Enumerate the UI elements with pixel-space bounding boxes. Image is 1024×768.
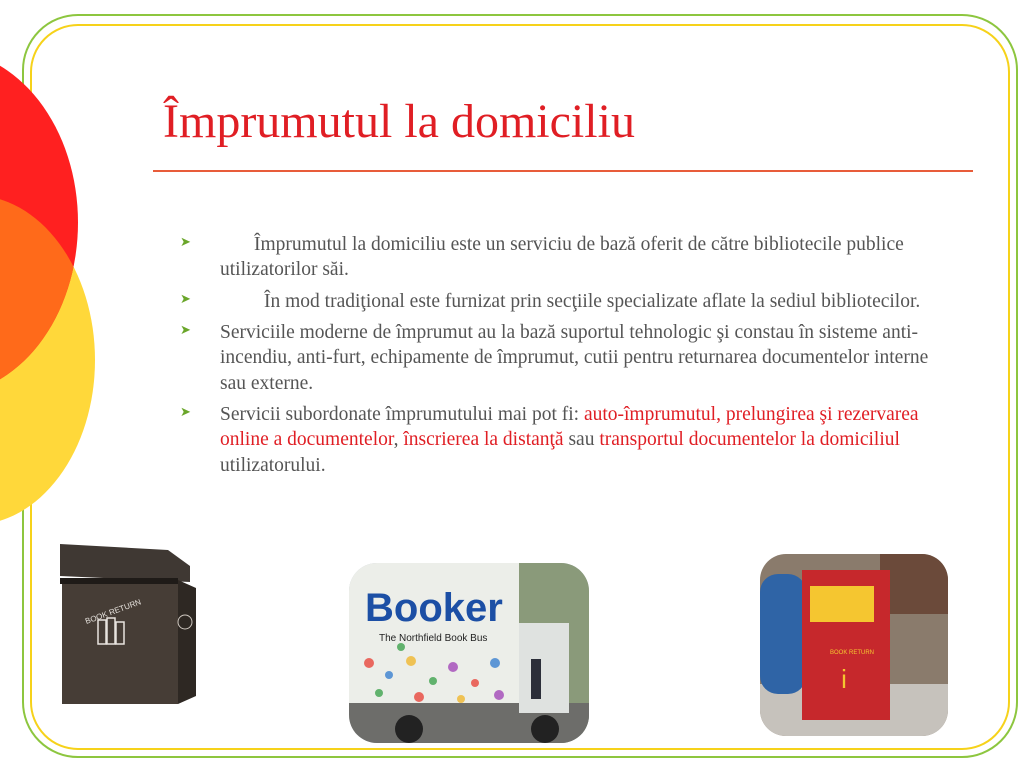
bullet-text: În mod tradiţional este furnizat prin secţiile specializate aflate la sediul bibliotecilor. — [264, 290, 921, 312]
arrowhead-bullet-icon: ➤ — [180, 322, 191, 338]
red-box-label: BOOK RETURN — [830, 650, 875, 656]
bullet-text: utilizatorului. — [220, 454, 326, 476]
arrowhead-bullet-icon: ➤ — [180, 404, 191, 420]
highlight-text: transportul documentelor la domiciliul — [599, 429, 900, 451]
title-underline — [153, 170, 973, 172]
bullet-text: Servicii subordonate împrumutului mai pot fi: — [220, 404, 584, 426]
bullet-item — [180, 402, 940, 478]
bullet-text: , — [393, 429, 404, 451]
highlight-text: auto-împrumutul, prelungirea şi rezervarea online a documentelor — [220, 404, 919, 451]
book-bus-photo — [349, 563, 589, 743]
red-book-return-photo — [760, 554, 948, 736]
arrowhead-bullet-icon: ➤ — [180, 234, 191, 249]
bullet-list — [180, 232, 940, 484]
bullet-text: sau — [563, 429, 600, 451]
slide-title: Împrumutul la domiciliu — [163, 95, 635, 148]
bus-name-text: Booker — [365, 586, 503, 630]
bullet-text: Serviciile moderne de împrumut au la bază suportul tehnologic şi constau în sisteme anti-incendiu, anti-furt, echipamente de împrumut, cutii pentru returnarea documentelor interne sau externe. — [220, 322, 929, 394]
bullet-item — [180, 232, 940, 283]
bullet-text: Împrumutul la domiciliu este un serviciu de bază oferit de către bibliotecile publice utilizatorilor săi. — [220, 234, 904, 281]
book-return-box-photo — [50, 536, 198, 708]
book-return-label: BOOK RETURN — [84, 597, 143, 626]
info-icon: i — [841, 664, 847, 694]
arrowhead-bullet-icon: ➤ — [180, 290, 191, 306]
bullet-item — [180, 320, 940, 396]
bullet-item — [180, 289, 940, 314]
bus-subtitle-text: The Northfield Book Bus — [379, 633, 488, 644]
highlight-text: înscrierea la distanţă — [403, 429, 564, 451]
